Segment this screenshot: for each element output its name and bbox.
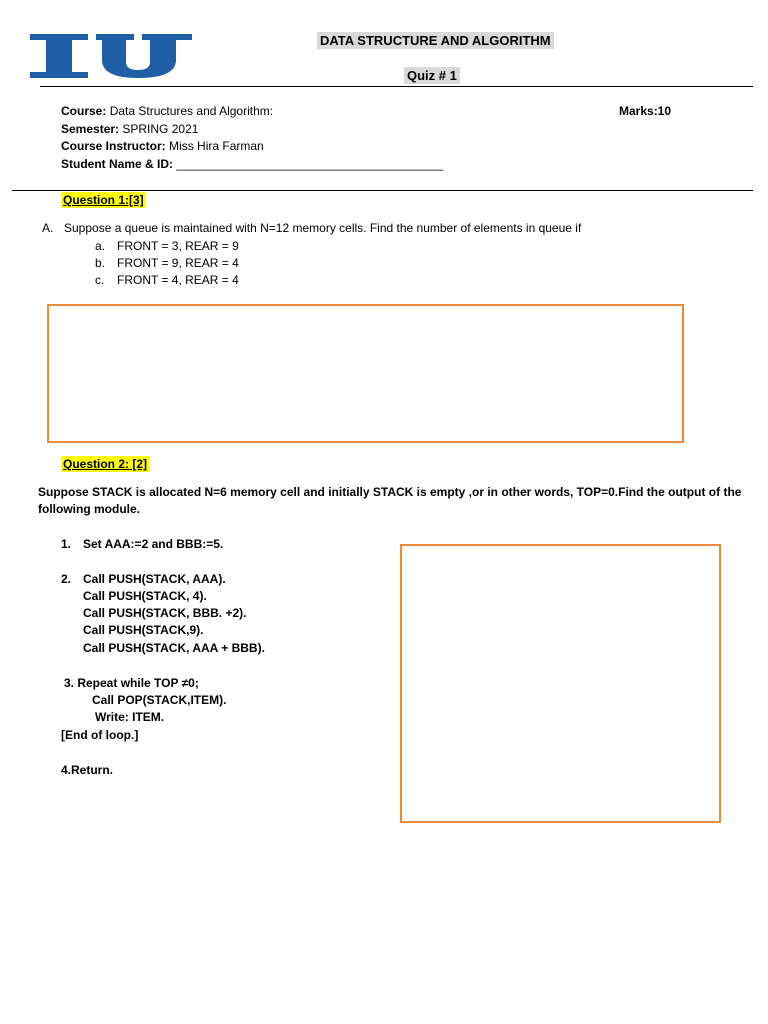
question1-heading: Question 1:[3] — [63, 193, 144, 207]
header-divider — [40, 86, 753, 87]
step2-line: Call PUSH(STACK, AAA + BBB). — [83, 641, 265, 655]
info-divider — [12, 190, 753, 191]
step1-number: 1. — [61, 537, 72, 551]
semester-line: Semester: SPRING 2021 — [61, 122, 199, 136]
q1-item-b: FRONT = 9, REAR = 4 — [117, 256, 239, 270]
document-title: DATA STRUCTURE AND ALGORITHM — [317, 32, 554, 49]
marks-label: Marks:10 — [619, 104, 672, 118]
q1-item-c: FRONT = 4, REAR = 4 — [117, 273, 239, 287]
student-line: Student Name & ID: ________________________________________ — [61, 157, 444, 171]
step4-text: 4.Return. — [61, 763, 114, 777]
question2-heading: Question 2: [2] — [63, 457, 148, 471]
q1-item-a-label: a. — [95, 239, 106, 253]
step2-number: 2. — [61, 572, 72, 586]
question1-part-label: A. — [42, 221, 54, 235]
instructor-line: Course Instructor: Miss Hira Farman — [61, 139, 264, 153]
quiz-label: Quiz # 1 — [404, 67, 460, 84]
question2-prompt-line1: Suppose STACK is allocated N=6 memory cell and initially STACK is empty ,or in other words, TOP=0.Find the output of the — [38, 485, 742, 499]
question1-answer-box[interactable] — [47, 304, 684, 443]
step2-line: Call PUSH(STACK, AAA). — [83, 572, 226, 586]
question2-answer-box[interactable] — [400, 544, 721, 823]
step2-line: Call PUSH(STACK, BBB. +2). — [83, 606, 247, 620]
course-line: Course: Data Structures and Algorithm: — [61, 104, 274, 118]
question1-prompt: Suppose a queue is maintained with N=12 memory cells. Find the number of elements in queue if — [64, 221, 582, 235]
step3-write: Write: ITEM. — [95, 710, 165, 724]
step3-text: 3. Repeat while TOP ≠0; — [64, 676, 199, 690]
q1-item-b-label: b. — [95, 256, 106, 270]
iu-logo — [26, 34, 194, 78]
step2-line: Call PUSH(STACK,9). — [83, 623, 204, 637]
step1-text: Set AAA:=2 and BBB:=5. — [83, 537, 224, 551]
step3-pop: Call POP(STACK,ITEM). — [92, 693, 227, 707]
step2-line: Call PUSH(STACK, 4). — [83, 589, 207, 603]
end-loop: [End of loop.] — [61, 728, 139, 742]
q1-item-c-label: c. — [95, 273, 105, 287]
question2-prompt-line2: following module. — [38, 502, 140, 516]
student-name-blank[interactable]: ________________________________________ — [176, 157, 444, 171]
q1-item-a: FRONT = 3, REAR = 9 — [117, 239, 239, 253]
